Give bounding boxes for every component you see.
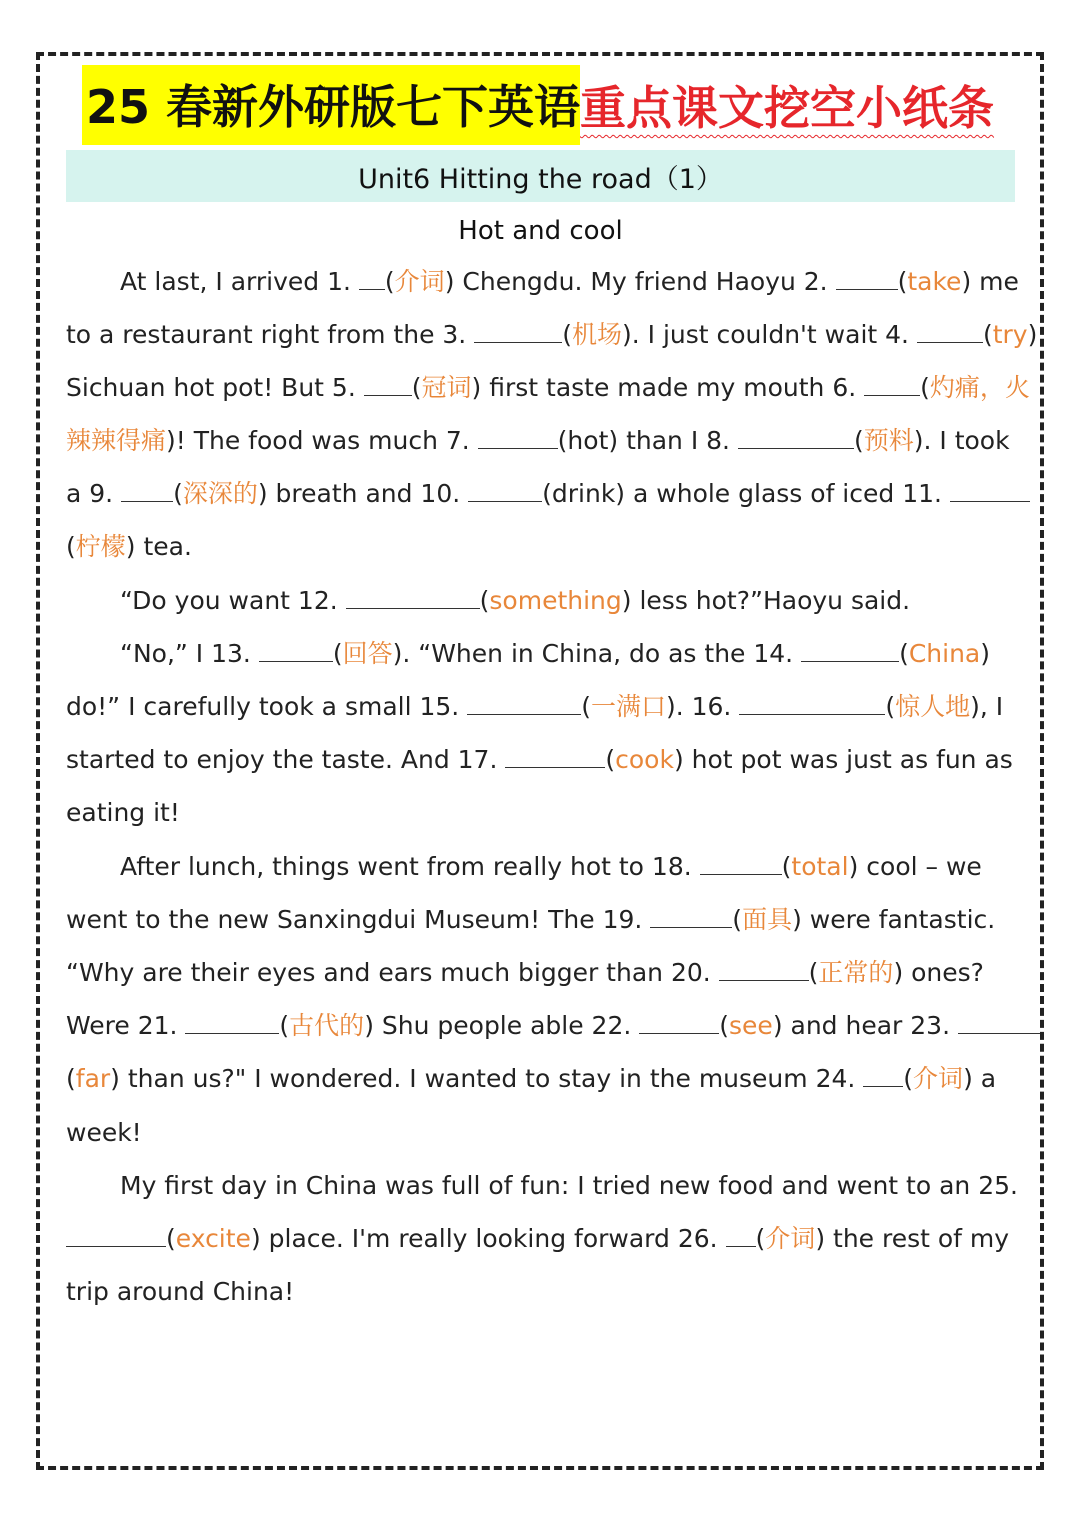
passage-text: Were 21. [66, 1011, 186, 1040]
answer-blank [121, 477, 173, 502]
answer-blank [650, 903, 732, 928]
title-highlight: 25 春新外研版七下英语 [82, 65, 580, 145]
hint-word: take [907, 267, 962, 296]
passage-text: ), I [970, 692, 1004, 721]
passage-text: started to enjoy the taste. And 17. [66, 745, 506, 774]
passage-line [66, 315, 1038, 355]
passage-text: went to the new Sanxingdui Museum! The 19. [66, 905, 651, 934]
passage-text: a 9. [66, 479, 122, 508]
passage-text: do!” I carefully took a small 15. [66, 692, 468, 721]
answer-blank [726, 1222, 756, 1247]
passage-text: week! [66, 1118, 142, 1147]
unit-heading: Unit6 Hitting the road（1） [66, 150, 1015, 202]
hint-word: 惊人地 [895, 692, 971, 721]
passage-text: After lunch, things went from really hot to 18. [120, 852, 700, 881]
passage-text: ( [581, 692, 591, 721]
passage-text: ( [411, 373, 422, 402]
hint-word: 深深的 [182, 479, 258, 508]
hint-word: try [992, 320, 1028, 349]
hint-word: 机场 [571, 320, 622, 349]
hint-word: 一满口 [590, 692, 666, 721]
passage-text: ) the rest of my [815, 1224, 1010, 1253]
passage-text: At last, I arrived 1. [120, 267, 359, 296]
passage-text: ) [980, 639, 991, 668]
hint-word: 预料 [863, 426, 914, 455]
hint-word: 介词 [765, 1224, 816, 1253]
passage-line [66, 368, 1030, 408]
passage-text: ( [384, 267, 395, 296]
hint-word: 面具 [742, 905, 793, 934]
passage-text: eating it! [66, 798, 180, 827]
answer-blank [958, 1009, 1040, 1034]
hint-word: cook [615, 745, 674, 774]
passage-text: ) place. I'm really looking forward 26. [250, 1224, 726, 1253]
passage-text: ( [279, 1011, 290, 1040]
passage-line [120, 634, 1016, 674]
answer-blank [346, 584, 480, 609]
answer-blank [66, 1222, 166, 1247]
passage-text: ( [885, 692, 896, 721]
answer-blank [467, 690, 581, 715]
passage-text: ) hot pot was just as fun as [673, 745, 1013, 774]
answer-blank [468, 477, 542, 502]
passage-line [120, 581, 1016, 621]
passage-text: ( [66, 532, 76, 561]
answer-blank [801, 637, 899, 662]
hint-word: far [75, 1064, 111, 1093]
hint-word: 冠词 [421, 373, 472, 402]
title-red: 重点课文挖空小纸条 [580, 81, 995, 135]
answer-blank [474, 318, 562, 343]
passage-text: ) me [961, 267, 1019, 296]
hint-word: 柠檬 [75, 532, 126, 561]
passage-text: ) cool – we [848, 852, 982, 881]
passage-text: ( [903, 1064, 914, 1093]
passage-line [66, 1113, 1016, 1153]
passage-text: ( [605, 745, 616, 774]
passage-text: ) than us?" I wondered. I wanted to stay in the museum 24. [110, 1064, 864, 1093]
passage-text: ( [166, 1224, 176, 1253]
passage-text: ). “When in China, do as the 14. [392, 639, 802, 668]
answer-blank [917, 318, 983, 343]
answer-blank [836, 265, 898, 290]
passage-text: ( [332, 639, 343, 668]
passage-text: ( [781, 852, 792, 881]
passage-text: ( [66, 1064, 76, 1093]
answer-blank [739, 690, 885, 715]
passage-line [66, 1219, 1016, 1259]
passage-line [66, 1272, 1016, 1312]
passage-text: ( [173, 479, 183, 508]
answer-blank [259, 637, 333, 662]
passage-text: ) Chengdu. My friend Haoyu 2. [444, 267, 836, 296]
hint-word: China [908, 639, 981, 668]
passage-text: ) tea. [125, 532, 192, 561]
hint-word: 古代的 [289, 1011, 365, 1040]
answer-blank [185, 1009, 279, 1034]
passage-text: ). I just couldn't wait 4. [621, 320, 917, 349]
passage-text: ) breath and 10. [257, 479, 469, 508]
answer-blank [639, 1009, 719, 1034]
passage-line [120, 1166, 1016, 1206]
hint-word: 回答 [342, 639, 393, 668]
passage-text: ) and hear 23. [772, 1011, 958, 1040]
passage-text: ) [1027, 320, 1038, 349]
passage-line [66, 474, 1016, 514]
passage-text: ). I took [913, 426, 1010, 455]
passage-text: “No,” I 13. [120, 639, 259, 668]
passage-text: ( [479, 586, 490, 615]
passage-line [120, 847, 1016, 887]
passage-text: ( [899, 639, 909, 668]
passage-text: ( [755, 1224, 766, 1253]
answer-blank [505, 743, 605, 768]
passage-line [66, 953, 1016, 993]
passage-text: ) less hot?”Haoyu said. [621, 586, 911, 615]
passage-text: Sichuan hot pot! But 5. [66, 373, 364, 402]
passage-text: (drink) a whole glass of iced 11. [542, 479, 950, 508]
passage-text: ) first taste made my mouth 6. [471, 373, 865, 402]
hint-word: excite [175, 1224, 251, 1253]
passage-text: to a restaurant right from the 3. [66, 320, 475, 349]
answer-blank [863, 1062, 903, 1087]
passage-line [66, 793, 1016, 833]
passage-text: ( [982, 320, 993, 349]
passage-line [66, 421, 1016, 461]
hint-word: 介词 [913, 1064, 964, 1093]
passage-text: ) a [963, 1064, 997, 1093]
passage-text: ( [562, 320, 572, 349]
hint-word: total [791, 852, 849, 881]
passage-text: ) were fantastic. [792, 905, 996, 934]
passage-text: ( [920, 373, 930, 402]
passage-text: ( [719, 1011, 730, 1040]
passage-line [120, 262, 1019, 302]
answer-blank [700, 850, 782, 875]
hint-word: see [729, 1011, 773, 1040]
hint-word: 灼痛，火 [929, 373, 1030, 402]
passage-text: ( [897, 267, 908, 296]
passage-line [66, 1006, 1016, 1046]
answer-blank [950, 477, 1030, 502]
answer-blank [478, 424, 558, 449]
passage-text: “Why are their eyes and ears much bigger than 20. [66, 958, 719, 987]
answer-blank [364, 371, 412, 396]
passage-text: trip around China! [66, 1277, 295, 1306]
page-title [82, 64, 994, 146]
passage-line [66, 900, 1016, 940]
passage-text: ). 16. [665, 692, 740, 721]
passage-text: “Do you want 12. [120, 586, 346, 615]
passage-line [66, 527, 1016, 567]
hint-word: 正常的 [818, 958, 894, 987]
passage-text: ( [808, 958, 819, 987]
passage-text: ( [853, 426, 864, 455]
passage-line [66, 740, 1016, 780]
passage-title: Hot and cool [458, 216, 623, 246]
passage-line [66, 1059, 1016, 1099]
hint-word: 辣辣得痛 [66, 426, 167, 455]
hint-word: something [489, 586, 622, 615]
passage-text: My first day in China was full of fun: I tried new food and went to an 25. [120, 1171, 1018, 1200]
passage-text: )! The food was much 7. [166, 426, 478, 455]
passage-line [66, 687, 1016, 727]
passage-text: ( [732, 905, 743, 934]
answer-blank [738, 424, 854, 449]
answer-blank [864, 371, 920, 396]
passage-text: (hot) than I 8. [557, 426, 738, 455]
passage-text: ) Shu people able 22. [364, 1011, 640, 1040]
answer-blank [719, 956, 809, 981]
hint-word: 介词 [394, 267, 445, 296]
passage-text: ) ones? [893, 958, 984, 987]
answer-blank [359, 265, 385, 290]
